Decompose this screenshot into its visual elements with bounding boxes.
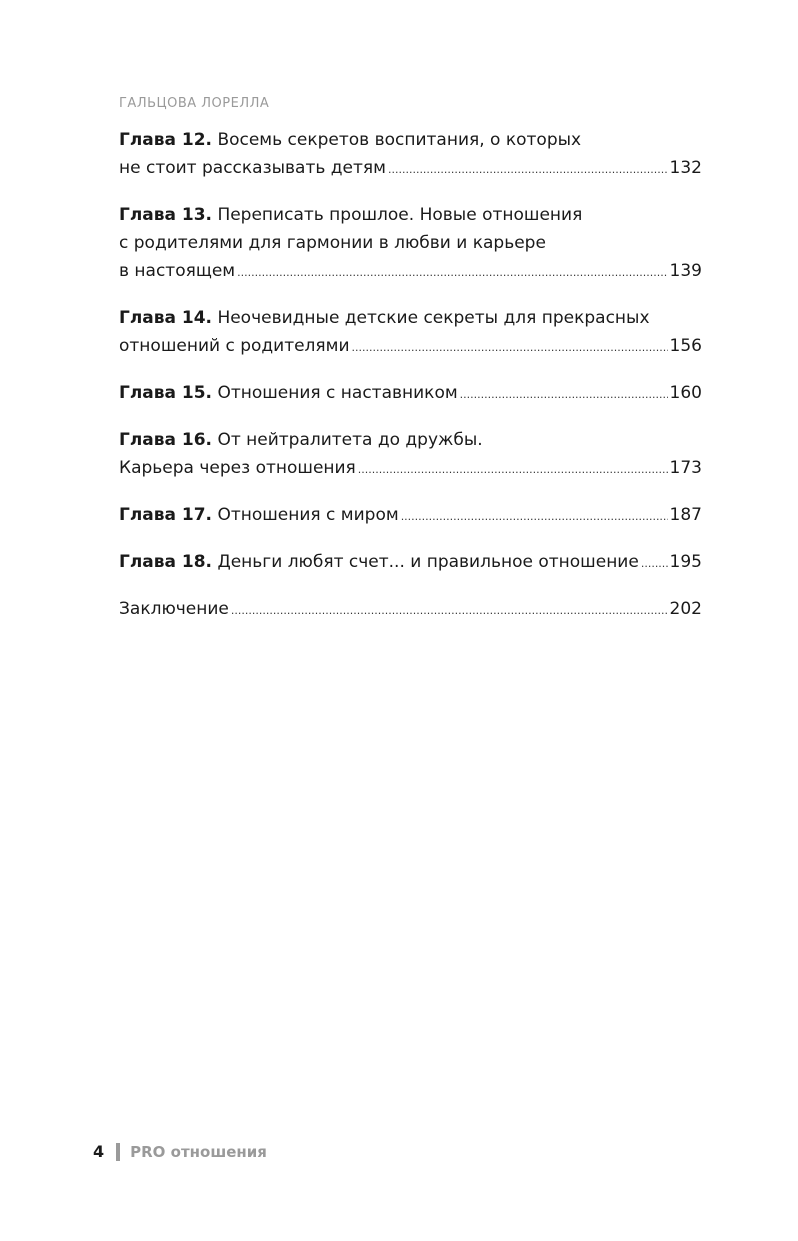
chapter-label: Глава 18. (119, 552, 213, 572)
toc-entry-chapter-14[interactable] (119, 304, 702, 362)
chapter-title-line: Восемь секретов воспитания, о которых (217, 130, 582, 150)
table-of-contents (119, 126, 702, 642)
chapter-title-line: отношений с родителями (119, 336, 350, 356)
chapter-label: Глава 17. (119, 505, 213, 525)
toc-entry-chapter-16[interactable] (119, 426, 702, 484)
dot-leader (401, 503, 668, 531)
toc-entry-last-line (119, 501, 702, 531)
toc-entry-line (119, 201, 702, 229)
toc-entry-chapter-18[interactable] (119, 548, 702, 578)
footer-divider (116, 1143, 120, 1161)
toc-entry-chapter-15[interactable] (119, 379, 702, 409)
page-number: 187 (669, 505, 702, 525)
chapter-title-line: Деньги любят счет... и правильное отношение (217, 552, 639, 572)
toc-entry-last-line (119, 595, 702, 625)
dot-leader (641, 550, 668, 578)
page-number: 156 (669, 336, 702, 356)
chapter-title-line: Отношения с миром (217, 505, 399, 525)
page-number: 173 (669, 458, 702, 478)
page-number: 195 (669, 552, 702, 572)
toc-entry-conclusion[interactable] (119, 595, 702, 625)
dot-leader (388, 156, 668, 184)
toc-entry-last-line (119, 332, 702, 362)
chapter-title-line: в настоящем (119, 261, 236, 281)
toc-entry-line (119, 304, 702, 332)
toc-entry-last-line (119, 548, 702, 578)
chapter-title-line: Переписать прошлое. Новые отношения (217, 205, 583, 225)
toc-entry-last-line (119, 257, 702, 287)
page-number: 139 (669, 261, 702, 281)
dot-leader (460, 381, 668, 409)
toc-entry-chapter-17[interactable] (119, 501, 702, 531)
book-title: PRO отношения (130, 1142, 267, 1161)
toc-entry-last-line (119, 154, 702, 184)
toc-entry-line (119, 126, 702, 154)
dot-leader (237, 259, 667, 287)
toc-entry-line (119, 426, 702, 454)
running-head: ГАЛЬЦОВА ЛОРЕЛЛА (119, 96, 270, 111)
dot-leader (358, 456, 668, 484)
chapter-label: Глава 15. (119, 383, 213, 403)
chapter-title-line: Карьера через отношения (119, 458, 356, 478)
chapter-title-line: с родителями для гармонии в любви и карьере (119, 233, 546, 253)
page-number: 202 (669, 599, 702, 619)
dot-leader (352, 334, 668, 362)
toc-entry-last-line (119, 454, 702, 484)
chapter-label: Глава 12. (119, 130, 213, 150)
chapter-title-line: Отношения с наставником (217, 383, 458, 403)
folio-page-number: 4 (93, 1142, 105, 1161)
page-footer (93, 1142, 267, 1161)
chapter-label: Глава 14. (119, 308, 213, 328)
chapter-label: Глава 13. (119, 205, 213, 225)
toc-entry-chapter-13[interactable] (119, 201, 702, 287)
dot-leader (231, 597, 668, 625)
toc-entry-last-line (119, 379, 702, 409)
chapter-title-line: От нейтралитета до дружбы. (217, 430, 483, 450)
page-number: 160 (669, 383, 702, 403)
chapter-title-line: Неочевидные детские секреты для прекрасных (217, 308, 650, 328)
chapter-title-line: Заключение (119, 599, 229, 619)
chapter-label: Глава 16. (119, 430, 213, 450)
chapter-title-line: не стоит рассказывать детям (119, 158, 386, 178)
toc-entry-chapter-12[interactable] (119, 126, 702, 184)
page-number: 132 (669, 158, 702, 178)
